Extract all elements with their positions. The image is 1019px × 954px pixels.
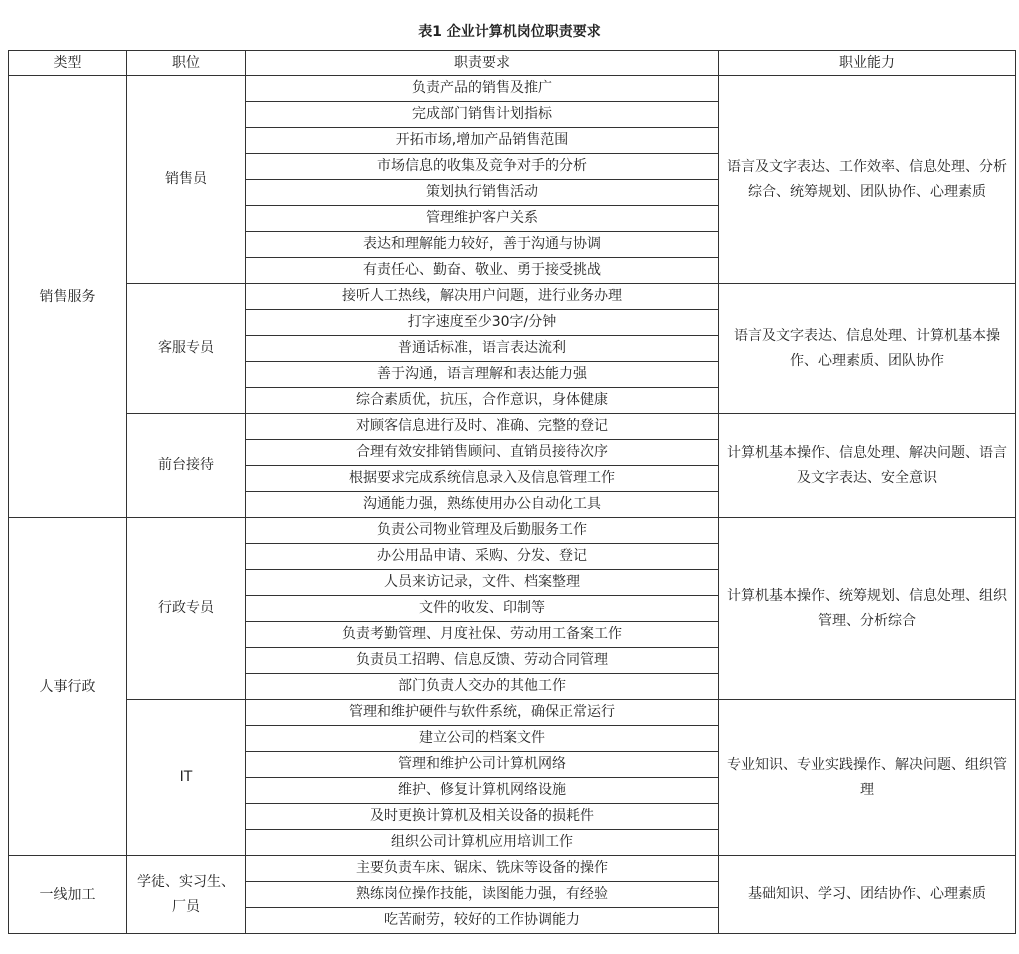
- duty-cell: 吃苦耐劳，较好的工作协调能力: [246, 908, 719, 934]
- duty-cell: 组织公司计算机应用培训工作: [246, 830, 719, 856]
- duty-cell: 办公用品申请、采购、分发、登记: [246, 544, 719, 570]
- table-row: [9, 700, 1016, 726]
- table-body: [9, 76, 1016, 934]
- duty-cell: 沟通能力强，熟练使用办公自动化工具: [246, 492, 719, 518]
- duty-cell: 普通话标准，语言表达流利: [246, 336, 719, 362]
- ability-cell: 语言及文字表达、信息处理、计算机基本操作、心理素质、团队协作: [719, 284, 1016, 414]
- duty-cell: 有责任心、勤奋、敬业、勇于接受挑战: [246, 258, 719, 284]
- duty-cell: 负责公司物业管理及后勤服务工作: [246, 518, 719, 544]
- duty-cell: 完成部门销售计划指标: [246, 102, 719, 128]
- duty-cell: 表达和理解能力较好，善于沟通与协调: [246, 232, 719, 258]
- duty-cell: 管理和维护硬件与软件系统，确保正常运行: [246, 700, 719, 726]
- duty-cell: 熟练岗位操作技能，读图能力强，有经验: [246, 882, 719, 908]
- ability-cell: 计算机基本操作、信息处理、解决问题、语言及文字表达、安全意识: [719, 414, 1016, 518]
- duty-cell: 根据要求完成系统信息录入及信息管理工作: [246, 466, 719, 492]
- duty-cell: 打字速度至少30字/分钟: [246, 310, 719, 336]
- duty-cell: 及时更换计算机及相关设备的损耗件: [246, 804, 719, 830]
- duty-cell: 管理维护客户关系: [246, 206, 719, 232]
- duty-cell: 建立公司的档案文件: [246, 726, 719, 752]
- duty-cell: 善于沟通，语言理解和表达能力强: [246, 362, 719, 388]
- header-type: 类型: [9, 51, 127, 76]
- header-position: 职位: [127, 51, 246, 76]
- ability-cell: 语言及文字表达、工作效率、信息处理、分析综合、统筹规划、团队协作、心理素质: [719, 76, 1016, 284]
- duty-cell: 策划执行销售活动: [246, 180, 719, 206]
- type-cell: 人事行政: [9, 518, 127, 856]
- position-cell: 行政专员: [127, 518, 246, 700]
- ability-cell: 专业知识、专业实践操作、解决问题、组织管理: [719, 700, 1016, 856]
- ability-cell: 基础知识、学习、团结协作、心理素质: [719, 856, 1016, 934]
- duty-cell: 人员来访记录，文件、档案整理: [246, 570, 719, 596]
- type-cell: 销售服务: [9, 76, 127, 518]
- duty-cell: 合理有效安排销售顾问、直销员接待次序: [246, 440, 719, 466]
- duty-cell: 对顾客信息进行及时、准确、完整的登记: [246, 414, 719, 440]
- header-ability: 职业能力: [719, 51, 1016, 76]
- position-cell: 客服专员: [127, 284, 246, 414]
- type-cell: 一线加工: [9, 856, 127, 934]
- header-row: [9, 51, 1016, 76]
- duty-cell: 文件的收发、印制等: [246, 596, 719, 622]
- duty-cell: 综合素质优，抗压，合作意识，身体健康: [246, 388, 719, 414]
- table-row: [9, 284, 1016, 310]
- position-cell: 销售员: [127, 76, 246, 284]
- position-cell: 前台接待: [127, 414, 246, 518]
- position-cell: 学徒、实习生、厂员: [127, 856, 246, 934]
- table-row: [9, 518, 1016, 544]
- duty-cell: 负责员工招聘、信息反馈、劳动合同管理: [246, 648, 719, 674]
- duty-cell: 负责考勤管理、月度社保、劳动用工备案工作: [246, 622, 719, 648]
- duty-cell: 维护、修复计算机网络设施: [246, 778, 719, 804]
- duty-cell: 负责产品的销售及推广: [246, 76, 719, 102]
- duty-cell: 主要负责车床、锯床、铣床等设备的操作: [246, 856, 719, 882]
- table-row: [9, 76, 1016, 102]
- table-row: [9, 414, 1016, 440]
- header-duties: 职责要求: [246, 51, 719, 76]
- duty-cell: 市场信息的收集及竞争对手的分析: [246, 154, 719, 180]
- ability-cell: 计算机基本操作、统筹规划、信息处理、组织管理、分析综合: [719, 518, 1016, 700]
- duty-cell: 接听人工热线，解决用户问题，进行业务办理: [246, 284, 719, 310]
- table-title: 表1 企业计算机岗位职责要求: [418, 24, 601, 40]
- position-cell: IT: [127, 700, 246, 856]
- duty-cell: 管理和维护公司计算机网络: [246, 752, 719, 778]
- duty-cell: 部门负责人交办的其他工作: [246, 674, 719, 700]
- table-row: [9, 856, 1016, 882]
- duty-cell: 开拓市场,增加产品销售范围: [246, 128, 719, 154]
- job-requirements-table: [8, 50, 1016, 934]
